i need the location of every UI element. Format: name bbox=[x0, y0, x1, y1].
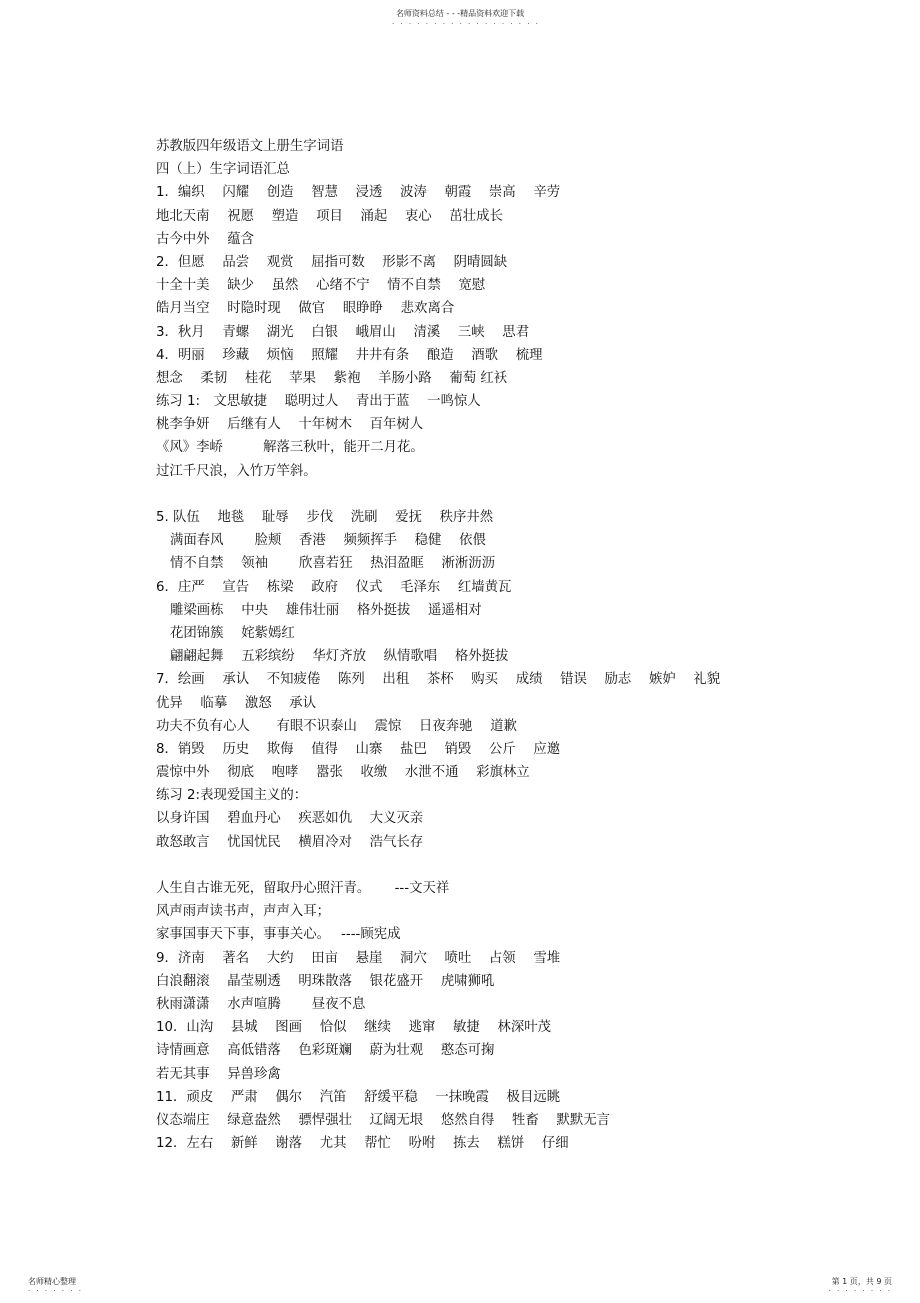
text-line bbox=[156, 622, 816, 645]
text-line-content: 震惊中外 彻底 咆哮 嚣张 收缴 水泄不通 彩旗林立 bbox=[156, 765, 530, 781]
text-line bbox=[156, 529, 816, 552]
text-line-content: 若无其事 异兽珍禽 bbox=[156, 1066, 281, 1082]
text-line bbox=[156, 831, 816, 854]
text-line-content: 3．秋月 青螺 湖光 白银 峨眉山 清溪 三峡 思君 bbox=[156, 324, 530, 340]
text-line-content: 功夫不负有心人 有眼不识泰山 震惊 日夜奔驰 道歉 bbox=[156, 718, 517, 734]
text-line bbox=[156, 900, 816, 923]
text-line-content: 8．销毁 历史 欺侮 值得 山寨 盐巴 销毁 公斤 应邀 bbox=[156, 741, 561, 757]
text-line bbox=[156, 877, 816, 900]
text-line-content: 白浪翻滚 晶莹剔透 明珠散落 银花盛开 虎啸狮吼 bbox=[156, 973, 495, 989]
text-line bbox=[156, 576, 816, 599]
text-line bbox=[156, 1063, 816, 1086]
text-line-content: 十全十美 缺少 虽然 心绪不宁 情不自禁 宽慰 bbox=[156, 278, 486, 294]
text-line bbox=[156, 367, 816, 390]
text-line bbox=[156, 552, 816, 575]
header-dots: · · · · · · · · · · · · · · · · · · bbox=[392, 20, 540, 28]
document-body bbox=[156, 135, 816, 1155]
text-line-content: 敢怒敢言 忧国忧民 横眉冷对 浩气长存 bbox=[156, 834, 424, 850]
text-line-content: 2．但愿 品尝 观赏 屈指可数 形影不离 阴晴圆缺 bbox=[156, 254, 508, 270]
text-line bbox=[156, 645, 816, 668]
text-line bbox=[156, 970, 816, 993]
text-line bbox=[156, 692, 816, 715]
text-line bbox=[156, 344, 816, 367]
text-line bbox=[156, 413, 816, 436]
page-header: 名师资料总结 - - -精品资料欢迎下载 bbox=[395, 9, 525, 18]
text-line bbox=[156, 228, 816, 251]
text-line bbox=[156, 251, 816, 274]
text-line bbox=[156, 668, 816, 691]
text-line-content: 家事国事天下事，事事关心。 ----顾宪成 bbox=[156, 927, 401, 943]
text-line-content: 10．山沟 县城 图画 恰似 继续 逃窜 敏捷 林深叶茂 bbox=[156, 1020, 551, 1036]
text-line bbox=[156, 390, 816, 413]
text-line-content: 以身许国 碧血丹心 疾恶如仇 大义灭亲 bbox=[156, 811, 424, 827]
blank-line bbox=[156, 483, 816, 506]
text-line-content: 练习 1: 文思敏捷 聪明过人 青出于蓝 一鸣惊人 bbox=[156, 394, 481, 410]
text-line bbox=[156, 506, 816, 529]
text-line-content: 9．济南 著名 大约 田亩 悬崖 洞穴 喷吐 占领 雪堆 bbox=[156, 950, 561, 966]
text-line bbox=[156, 993, 816, 1016]
text-line bbox=[156, 297, 816, 320]
text-line bbox=[156, 1086, 816, 1109]
text-line-content: 秋雨潇潇 水声喧腾 昼夜不息 bbox=[156, 996, 366, 1012]
text-line bbox=[156, 1016, 816, 1039]
text-line bbox=[156, 1132, 816, 1155]
text-line-content: 风声雨声读书声，声声入耳； bbox=[156, 904, 331, 920]
text-line bbox=[156, 923, 816, 946]
text-line bbox=[156, 1109, 816, 1132]
text-line-content: 人生自古谁无死，留取丹心照汗青。 ---文天祥 bbox=[156, 881, 450, 896]
text-line bbox=[156, 784, 816, 807]
footer-left: 名师精心整理 bbox=[28, 1277, 76, 1286]
text-line bbox=[156, 761, 816, 784]
text-line-content: 1．编织 闪耀 创造 智慧 浸透 波涛 朝霞 崇高 辛劳 bbox=[156, 185, 561, 201]
text-line-content: 诗情画意 高低错落 色彩斑斓 蔚为壮观 憨态可掬 bbox=[156, 1043, 495, 1059]
text-line-content: 地北天南 祝愿 塑造 项目 涌起 衷心 茁壮成长 bbox=[156, 208, 503, 224]
text-line-content: 苏教版四年级语文上册生字词语 bbox=[156, 139, 344, 154]
blank-line bbox=[156, 854, 816, 877]
footer-right-dots: · · · · · · · · bbox=[828, 1287, 892, 1295]
text-line bbox=[156, 158, 816, 181]
text-line bbox=[156, 135, 816, 158]
page-number: 第 1 页，共 9 页 bbox=[831, 1277, 892, 1286]
text-line-content: 四（上）生字词语汇总 bbox=[156, 162, 290, 178]
text-line-content: 4．明丽 珍藏 烦恼 照耀 井井有条 酿造 酒歌 梳理 bbox=[156, 347, 543, 363]
text-line-content: 翩翩起舞 五彩缤纷 华灯齐放 纵情歌唱 格外挺拔 bbox=[170, 649, 509, 665]
text-line-content: 5. 队伍 地毯 耻辱 步伐 洗刷 爱抚 秩序井然 bbox=[156, 510, 494, 525]
text-line-content: 练习 2:表现爱国主义的： bbox=[156, 788, 308, 804]
text-line-content: 满面春风 脸颊 香港 频频挥手 稳健 依偎 bbox=[170, 533, 486, 549]
text-line bbox=[156, 274, 816, 297]
text-line-content: 皓月当空 时隐时现 做官 眼睁睁 悲欢离合 bbox=[156, 301, 455, 317]
footer-left-dots: · · · · · · · bbox=[28, 1287, 83, 1295]
text-line-content: 7．绘画 承认 不知疲倦 陈列 出租 茶杯 购买 成绩 错误 励志 嫉妒 礼貌 bbox=[156, 672, 721, 688]
text-line-content: 桃李争妍 后继有人 十年树木 百年树人 bbox=[156, 417, 424, 433]
text-line-content: 12．左右 新鲜 谢落 尤其 帮忙 吩咐 拣去 糕饼 仔细 bbox=[156, 1136, 569, 1152]
text-line-content: 6．庄严 宣告 栋梁 政府 仪式 毛泽东 红墙黄瓦 bbox=[156, 579, 512, 595]
text-line bbox=[156, 807, 816, 830]
text-line bbox=[156, 599, 816, 622]
text-line-content: 想念 柔韧 桂花 苹果 紫袍 羊肠小路 葡萄 红袄 bbox=[156, 370, 508, 386]
text-line bbox=[156, 738, 816, 761]
text-line-content: 优异 临摹 激怒 承认 bbox=[156, 695, 317, 711]
text-line bbox=[156, 181, 816, 204]
text-line-content: 仪态端庄 绿意盎然 骠悍强壮 辽阔无垠 悠然自得 牲畜 默默无言 bbox=[156, 1112, 611, 1128]
text-line-content: 情不自禁 领袖 欣喜若狂 热泪盈眶 淅淅沥沥 bbox=[170, 556, 496, 572]
text-line bbox=[156, 321, 816, 344]
text-line bbox=[156, 947, 816, 970]
text-line bbox=[156, 460, 816, 483]
text-line-content: 过江千尺浪，入竹万竿斜。 bbox=[156, 463, 317, 479]
text-line-content: 《风》李峤 解落三秋叶，能开二月花。 bbox=[156, 440, 424, 456]
text-line bbox=[156, 205, 816, 228]
text-line-content: 11．顽皮 严肃 偶尔 汽笛 舒缓平稳 一抹晚霞 极目远眺 bbox=[156, 1089, 561, 1105]
text-line bbox=[156, 715, 816, 738]
text-line-content: 雕梁画栋 中央 雄伟壮丽 格外挺拔 遥遥相对 bbox=[170, 602, 482, 618]
text-line bbox=[156, 1039, 816, 1062]
text-line-content: 古今中外 蕴含 bbox=[156, 231, 254, 247]
text-line bbox=[156, 436, 816, 459]
text-line-content: 花团锦簇 姹紫嫣红 bbox=[170, 625, 295, 641]
